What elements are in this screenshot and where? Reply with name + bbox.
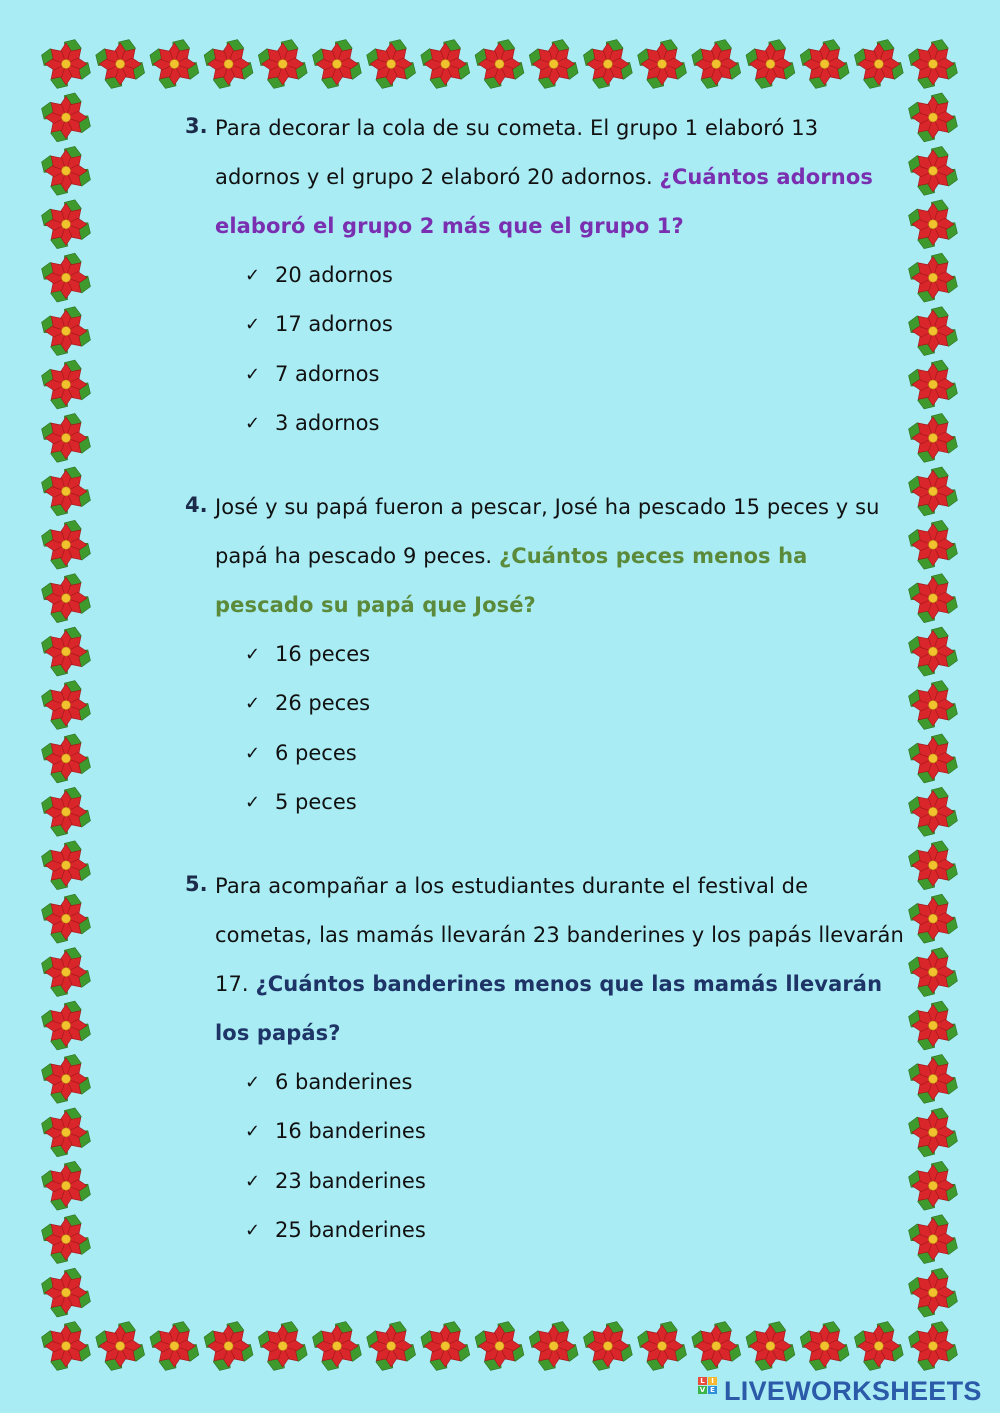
liveworksheets-wordmark: LIVEWORKSHEETS — [724, 1376, 982, 1406]
checkmark-icon: ✓ — [245, 1121, 261, 1143]
answer-option-label: 23 banderines — [275, 1168, 426, 1193]
checkmark-icon: ✓ — [245, 1219, 261, 1241]
question-statement: Para decorar la cola de su cometa. El grupo 1 elaboró 13 adornos y el grupo 2 elaboró 20 adornos. — [215, 116, 819, 189]
answer-option[interactable] — [245, 1058, 905, 1107]
answer-option-label: 7 adornos — [275, 361, 380, 386]
answer-option[interactable] — [245, 679, 905, 728]
answer-option-label: 17 adornos — [275, 312, 393, 337]
answer-option[interactable] — [245, 778, 905, 827]
question-3 — [185, 104, 905, 448]
question-number: 4. — [185, 493, 208, 517]
question-ask: ¿Cuántos adornos elaboró el grupo 2 más que el grupo 1? — [215, 165, 873, 238]
answer-option-label: 16 peces — [275, 642, 371, 666]
answer-options — [245, 630, 905, 827]
answer-option[interactable] — [245, 1206, 905, 1255]
question-text — [215, 483, 905, 630]
answer-option-label: 6 banderines — [275, 1070, 413, 1094]
logo-letter-e: E — [708, 1386, 717, 1394]
answer-option-label: 6 peces — [275, 740, 357, 765]
checkmark-icon: ✓ — [245, 1072, 261, 1093]
question-5 — [185, 862, 905, 1255]
logo-letter-l: L — [698, 1377, 707, 1385]
checkmark-icon: ✓ — [245, 644, 261, 665]
checkmark-icon: ✓ — [245, 693, 261, 715]
checkmark-icon: ✓ — [245, 412, 261, 434]
logo-letter-v: V — [699, 1385, 706, 1394]
question-statement: José y su papá fueron a pescar, José ha pescado 15 peces y su papá ha pescado 9 peces. — [215, 495, 880, 568]
answer-option[interactable] — [245, 1157, 905, 1206]
checkmark-icon: ✓ — [245, 363, 261, 385]
question-text — [215, 104, 905, 251]
question-text — [215, 862, 905, 1058]
question-statement: Para acompañar a los estudiantes durante el festival de cometas, las mamás llevarán 23 banderines y los papás llevarán 17. — [215, 874, 904, 996]
answer-option[interactable] — [245, 350, 905, 399]
answer-option-label: 5 peces — [275, 789, 357, 814]
answer-options — [245, 251, 905, 448]
answer-option[interactable] — [245, 251, 905, 300]
question-ask: ¿Cuántos peces menos ha pescado su papá que José? — [215, 544, 808, 617]
checkmark-icon: ✓ — [245, 314, 261, 336]
question-number: 5. — [185, 872, 208, 896]
answer-option-label: 25 banderines — [275, 1217, 426, 1242]
logo-letter-i: I — [708, 1377, 717, 1385]
liveworksheets-logo[interactable] — [698, 1376, 982, 1407]
liveworksheets-logo-icon — [698, 1377, 720, 1407]
checkmark-icon: ✓ — [245, 265, 261, 286]
answer-option[interactable] — [245, 1107, 905, 1156]
question-4 — [185, 483, 905, 827]
answer-option-label: 3 adornos — [275, 410, 380, 435]
answer-option[interactable] — [245, 630, 905, 679]
answer-option-label: 26 peces — [275, 691, 371, 716]
answer-option-label: 20 adornos — [275, 263, 393, 287]
answer-option-label: 16 banderines — [275, 1119, 426, 1144]
answer-option[interactable] — [245, 729, 905, 778]
answer-option[interactable] — [245, 300, 905, 349]
question-ask: ¿Cuántos banderines menos que las mamás llevarán los papás? — [215, 972, 883, 1045]
question-number: 3. — [185, 114, 208, 138]
checkmark-icon: ✓ — [245, 1170, 261, 1192]
checkmark-icon: ✓ — [245, 742, 261, 764]
answer-option[interactable] — [245, 399, 905, 448]
answer-options — [245, 1058, 905, 1255]
checkmark-icon: ✓ — [245, 791, 261, 813]
